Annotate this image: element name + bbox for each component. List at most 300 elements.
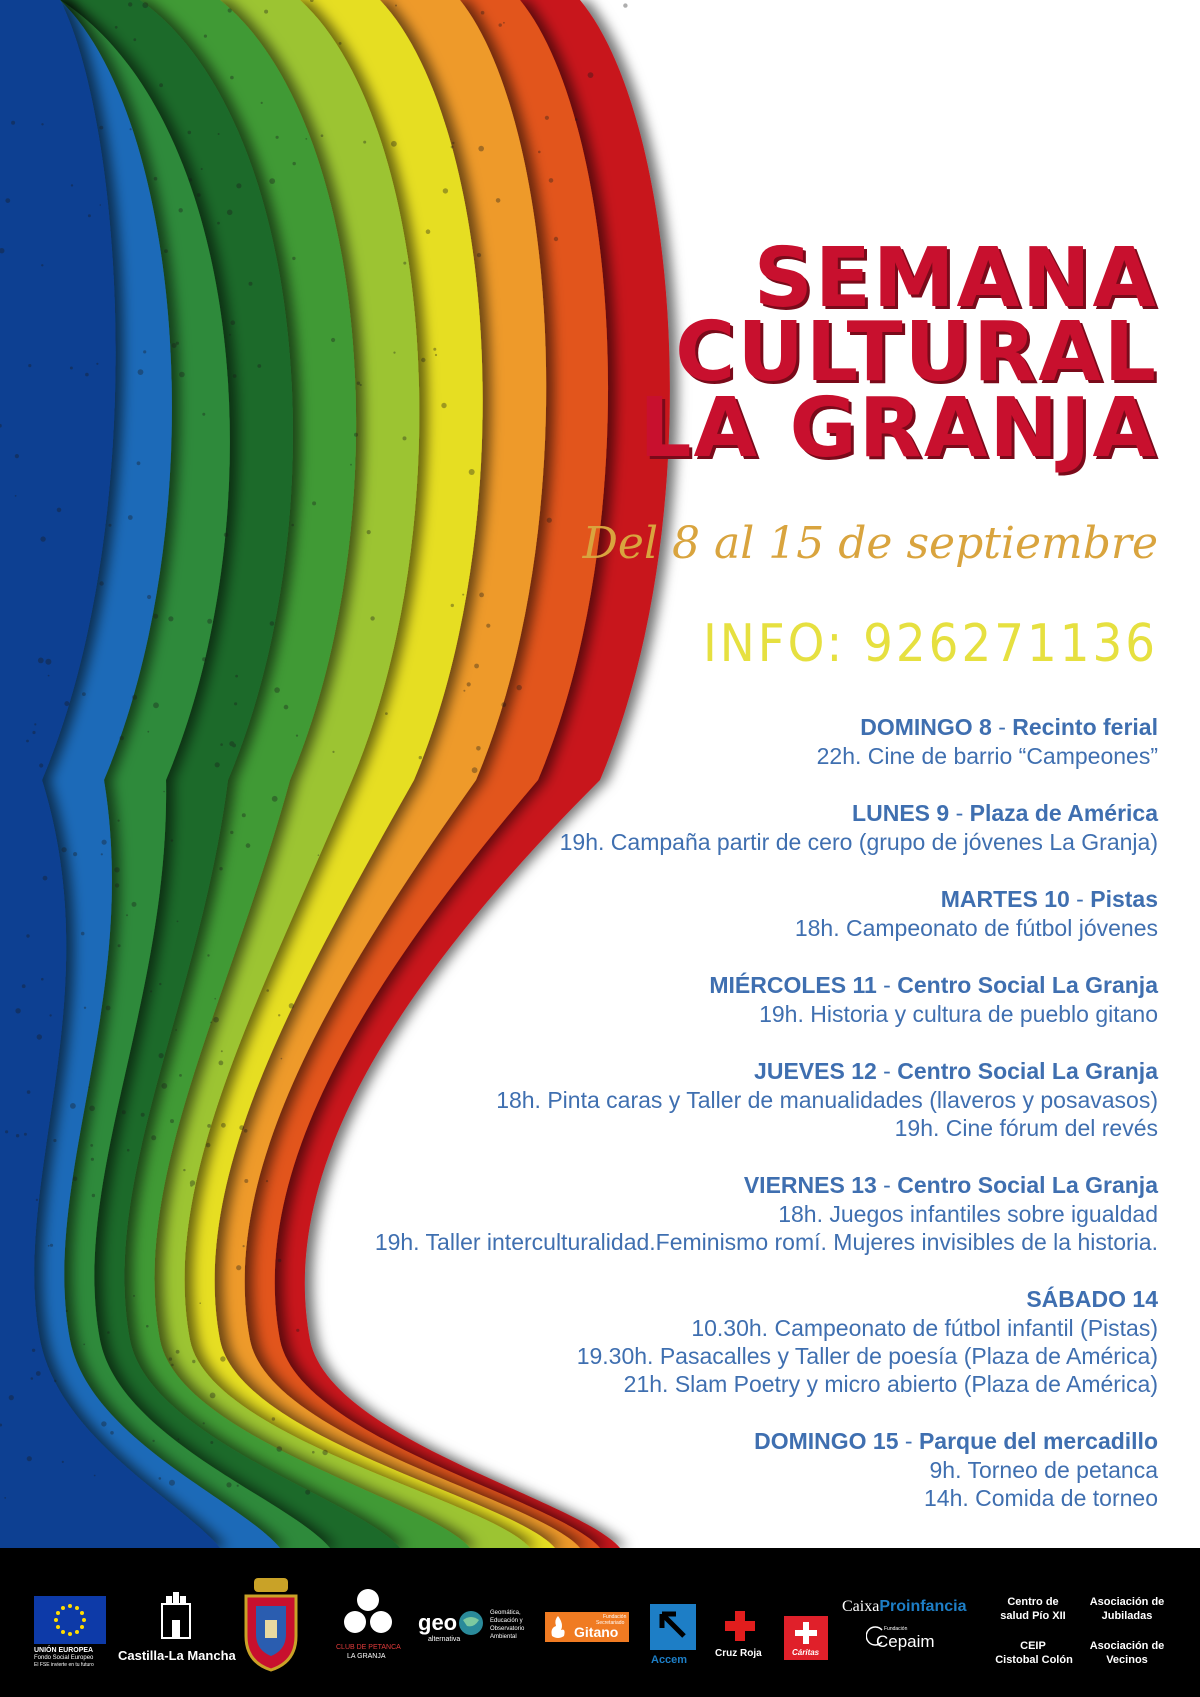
texture-speck — [451, 604, 454, 607]
texture-speck — [109, 524, 112, 527]
program-day-heading — [338, 1057, 1158, 1086]
texture-speck — [83, 1344, 85, 1346]
program-activity: 18h. Pinta caras y Taller de manualidades (llaveros y posavasos) — [496, 1087, 1158, 1113]
texture-speck — [312, 501, 316, 505]
texture-speck — [322, 1450, 327, 1455]
texture-speck — [100, 204, 102, 206]
texture-speck — [178, 1438, 180, 1440]
texture-speck — [220, 743, 223, 746]
texture-speck — [264, 10, 268, 14]
texture-speck — [463, 690, 465, 692]
pio-label-1: Centro de — [1007, 1596, 1059, 1608]
program-day-place: Plaza de América — [969, 800, 1158, 826]
texture-speck — [73, 852, 77, 856]
texture-speck — [239, 1125, 244, 1130]
program-day-place: Centro Social La Granja — [897, 972, 1158, 998]
texture-speck — [244, 1129, 248, 1133]
texture-speck — [281, 1058, 283, 1060]
texture-speck — [188, 131, 192, 135]
texture-speck — [88, 214, 91, 217]
accem-label: Accem — [651, 1654, 688, 1666]
texture-speck — [118, 944, 121, 947]
coat-of-arms-icon — [240, 1576, 302, 1672]
texture-speck — [102, 840, 107, 845]
eu-label-3: El FSE invierte en tu futuro — [34, 1662, 94, 1668]
program-day-place: Centro Social La Granja — [897, 1058, 1158, 1084]
texture-speck — [133, 38, 136, 41]
texture-speck — [110, 1431, 114, 1435]
texture-speck — [48, 1245, 50, 1247]
texture-speck — [467, 682, 471, 686]
texture-speck — [318, 854, 320, 856]
texture-speck — [203, 1422, 205, 1424]
cepaim-name: Cepaim — [876, 1632, 935, 1651]
program-activity: 18h. Juegos infantiles sobre igualdad — [778, 1201, 1158, 1227]
geo-logo-text: geo — [418, 1610, 458, 1635]
program-activity: 14h. Comida de torneo — [924, 1485, 1158, 1511]
program-day-name: MARTES 10 — [940, 886, 1070, 912]
texture-speck — [218, 133, 220, 135]
texture-speck — [443, 188, 448, 193]
texture-speck — [244, 1179, 248, 1183]
texture-speck — [370, 616, 374, 620]
texture-speck — [114, 867, 119, 872]
texture-speck — [43, 876, 48, 881]
texture-speck — [101, 1421, 106, 1426]
texture-speck — [179, 1074, 182, 1077]
texture-speck — [354, 433, 358, 437]
texture-speck — [38, 658, 44, 664]
cruz-roja-label: Cruz Roja — [715, 1648, 762, 1659]
program-day-place: Parque del mercadillo — [918, 1428, 1158, 1454]
texture-speck — [179, 208, 183, 212]
title-line-3: LA GRANJA — [639, 381, 1158, 476]
texture-speck — [403, 436, 407, 440]
texture-speck — [4, 1497, 6, 1499]
flame-icon — [548, 1614, 568, 1640]
texture-speck — [159, 83, 163, 87]
texture-speck — [292, 257, 295, 260]
program-day — [338, 1285, 1158, 1398]
texture-speck — [321, 134, 324, 137]
texture-speck — [90, 1144, 93, 1147]
geo-desc-1: Geomática, — [490, 1610, 521, 1616]
texture-speck — [226, 1482, 231, 1487]
texture-speck — [270, 621, 275, 626]
caixa-label-b: Proinfancia — [879, 1598, 967, 1615]
globe-icon — [458, 1610, 484, 1636]
texture-speck — [189, 178, 192, 181]
caixa-label-a: Caixa — [842, 1598, 880, 1615]
texture-speck — [175, 1029, 177, 1031]
ceip-label-2: Cistobal Colón — [995, 1654, 1073, 1666]
texture-speck — [40, 536, 45, 541]
texture-speck — [161, 1083, 167, 1089]
eu-stars-icon — [34, 1596, 106, 1644]
texture-speck — [16, 1134, 19, 1137]
texture-speck — [15, 454, 19, 458]
texture-speck — [291, 524, 294, 527]
cepaim-pre: Fundación — [884, 1626, 908, 1632]
texture-speck — [228, 8, 232, 12]
texture-speck — [183, 1169, 185, 1171]
texture-speck — [154, 177, 158, 181]
texture-speck — [217, 222, 220, 225]
texture-speck — [50, 1244, 53, 1247]
texture-speck — [236, 1265, 241, 1270]
program-day — [338, 885, 1158, 942]
texture-speck — [266, 989, 269, 992]
texture-speck — [142, 2, 148, 8]
title-line-2: CULTURAL — [675, 305, 1158, 400]
texture-speck — [91, 1158, 94, 1161]
texture-speck — [27, 1090, 31, 1094]
texture-speck — [403, 262, 406, 265]
arrow-icon — [650, 1604, 696, 1650]
texture-speck — [554, 237, 558, 241]
texture-speck — [122, 1110, 126, 1114]
texture-speck — [213, 1017, 219, 1023]
texture-speck — [88, 1086, 90, 1088]
program-day-place: Centro Social La Granja — [897, 1172, 1158, 1198]
texture-speck — [41, 264, 43, 266]
texture-speck — [168, 616, 173, 621]
texture-speck — [172, 343, 177, 348]
texture-speck — [499, 23, 502, 26]
texture-speck — [39, 763, 43, 767]
program-day-separator: - — [991, 714, 1013, 740]
texture-speck — [171, 1364, 174, 1367]
program-activity: 9h. Torneo de petanca — [929, 1457, 1158, 1483]
texture-speck — [130, 128, 132, 130]
program-schedule — [338, 713, 1158, 1541]
texture-speck — [588, 72, 594, 78]
texture-speck — [261, 102, 263, 104]
texture-speck — [367, 530, 371, 534]
texture-speck — [92, 1194, 95, 1197]
texture-speck — [199, 1302, 201, 1304]
texture-speck — [393, 352, 395, 354]
texture-speck — [159, 983, 161, 985]
texture-speck — [202, 657, 206, 661]
ceip-label-1: CEIP — [1020, 1640, 1046, 1652]
texture-speck — [296, 1329, 299, 1332]
program-day-heading — [338, 799, 1158, 828]
texture-speck — [150, 990, 152, 992]
texture-speck — [151, 1135, 156, 1140]
texture-speck — [171, 839, 173, 841]
texture-speck — [36, 1199, 38, 1201]
texture-speck — [503, 22, 505, 24]
texture-speck — [549, 178, 554, 183]
texture-speck — [481, 11, 485, 15]
texture-speck — [159, 1477, 162, 1480]
texture-speck — [9, 1395, 14, 1400]
texture-speck — [210, 1022, 212, 1024]
texture-speck — [236, 183, 241, 188]
petanca-label-2: LA GRANJA — [347, 1653, 386, 1660]
texture-speck — [15, 495, 17, 497]
info-phone: INFO: 926271136 — [702, 614, 1158, 674]
program-day-heading — [338, 1285, 1158, 1314]
texture-speck — [477, 253, 481, 257]
program-day-name: SÁBADO 14 — [1026, 1286, 1158, 1312]
texture-speck — [230, 831, 233, 834]
texture-speck — [49, 1014, 51, 1016]
texture-speck — [27, 1456, 32, 1461]
texture-speck — [164, 249, 168, 253]
program-day-separator: - — [949, 800, 970, 826]
texture-speck — [64, 701, 69, 706]
texture-speck — [339, 42, 342, 45]
texture-speck — [70, 1103, 76, 1109]
texture-speck — [496, 198, 501, 203]
texture-speck — [107, 1331, 110, 1334]
texture-speck — [231, 320, 236, 325]
texture-speck — [106, 1006, 111, 1011]
texture-speck — [128, 515, 133, 520]
texture-speck — [176, 342, 179, 345]
texture-speck — [163, 791, 165, 793]
texture-speck — [395, 5, 397, 7]
texture-speck — [296, 735, 298, 737]
texture-speck — [421, 358, 425, 362]
program-day-name: DOMINGO 15 — [754, 1428, 899, 1454]
texture-speck — [206, 1143, 211, 1148]
vecinos-label-1: Asociación de — [1089, 1640, 1165, 1652]
texture-speck — [101, 853, 103, 855]
texture-speck — [229, 334, 231, 336]
texture-speck — [132, 695, 137, 700]
program-day-separator: - — [876, 972, 898, 998]
texture-speck — [360, 384, 362, 386]
eu-label-2: Fondo Social Europeo — [34, 1655, 94, 1661]
program-day — [338, 799, 1158, 856]
texture-speck — [462, 594, 464, 596]
texture-speck — [138, 369, 144, 375]
texture-speck — [82, 692, 86, 696]
program-day-name: VIERNES 13 — [743, 1172, 877, 1198]
texture-speck — [147, 595, 151, 599]
texture-speck — [96, 363, 98, 365]
texture-speck — [210, 1441, 213, 1444]
program-day — [338, 1057, 1158, 1142]
texture-speck — [277, 1446, 283, 1452]
texture-speck — [71, 184, 73, 186]
texture-speck — [34, 723, 36, 725]
program-day-separator: - — [898, 1428, 919, 1454]
texture-speck — [237, 1485, 239, 1487]
program-activity: 18h. Campeonato de fútbol jóvenes — [794, 915, 1158, 941]
texture-speck — [623, 3, 627, 7]
texture-speck — [48, 675, 50, 677]
texture-speck — [227, 210, 233, 216]
texture-speck — [5, 1130, 8, 1133]
texture-speck — [486, 624, 490, 628]
texture-speck — [451, 146, 454, 149]
texture-speck — [24, 1133, 27, 1136]
texture-speck — [230, 76, 234, 80]
texture-speck — [36, 1371, 41, 1376]
texture-speck — [243, 1245, 245, 1247]
texture-speck — [143, 350, 146, 353]
texture-speck — [169, 1480, 175, 1486]
texture-speck — [545, 116, 549, 120]
texture-speck — [207, 954, 209, 956]
texture-speck — [220, 1356, 225, 1361]
gitano-pre-2: Secretariado — [596, 1620, 625, 1626]
texture-speck — [153, 614, 158, 619]
program-day — [338, 1171, 1158, 1256]
geo-desc-2: Educación y — [490, 1618, 523, 1624]
event-dates: Del 8 al 15 de septiembre — [582, 518, 1158, 569]
texture-speck — [85, 373, 89, 377]
texture-speck — [28, 364, 31, 367]
program-day — [338, 971, 1158, 1028]
texture-speck — [170, 1119, 174, 1123]
texture-speck — [441, 403, 446, 408]
texture-speck — [62, 1461, 64, 1463]
eu-label-1: UNIÓN EUROPEA — [34, 1647, 94, 1654]
program-activity: 19h. Historia y cultura de pueblo gitano — [759, 1001, 1158, 1027]
texture-speck — [501, 702, 506, 707]
texture-speck — [221, 1123, 226, 1128]
texture-speck — [469, 469, 475, 475]
texture-speck — [363, 141, 366, 144]
program-day-heading — [338, 713, 1158, 742]
texture-speck — [269, 178, 275, 184]
texture-speck — [215, 762, 220, 767]
texture-speck — [89, 1106, 95, 1112]
program-day-name: DOMINGO 8 — [860, 714, 992, 740]
texture-speck — [246, 843, 251, 848]
texture-speck — [45, 659, 51, 665]
texture-speck — [224, 533, 228, 537]
texture-speck — [474, 664, 479, 669]
program-day-name: LUNES 9 — [852, 800, 950, 826]
texture-speck — [357, 382, 360, 385]
texture-speck — [478, 146, 484, 152]
texture-speck — [73, 1177, 78, 1182]
caritas-label: Cáritas — [792, 1648, 820, 1657]
texture-speck — [350, 464, 352, 466]
texture-speck — [57, 508, 62, 513]
texture-speck — [159, 1053, 164, 1058]
texture-speck — [146, 1325, 149, 1328]
texture-speck — [153, 702, 159, 708]
texture-speck — [266, 1180, 268, 1182]
eu-flag-logo — [34, 1596, 106, 1644]
program-activity: 10.30h. Campeonato de fútbol infantil (Pistas) — [691, 1315, 1158, 1341]
texture-speck — [54, 1380, 56, 1382]
texture-speck — [31, 1377, 34, 1380]
texture-speck — [115, 883, 119, 887]
program-activity: 19h. Taller interculturalidad.Feminismo romí. Mujeres invisibles de la historia. — [374, 1229, 1158, 1255]
texture-speck — [332, 751, 334, 753]
texture-speck — [26, 934, 29, 937]
texture-speck — [284, 705, 289, 710]
texture-speck — [242, 813, 246, 817]
geo-desc-4: Ambiental — [490, 1634, 517, 1640]
jubiladas-label-2: Jubiladas — [1101, 1610, 1153, 1622]
texture-speck — [132, 902, 137, 907]
texture-speck — [204, 35, 207, 38]
texture-speck — [575, 118, 578, 121]
texture-speck — [214, 998, 216, 1000]
sponsor-footer — [0, 1548, 1200, 1697]
texture-speck — [538, 151, 541, 154]
texture-speck — [81, 932, 85, 936]
texture-speck — [84, 1007, 86, 1009]
geo-sub-text: alternativa — [428, 1636, 461, 1643]
program-day-place: Recinto ferial — [1012, 714, 1158, 740]
program-day-heading — [338, 885, 1158, 914]
texture-speck — [22, 984, 26, 988]
texture-speck — [274, 687, 280, 693]
texture-speck — [15, 1008, 20, 1013]
texture-speck — [41, 978, 44, 981]
petanca-balls-icon — [340, 1588, 396, 1638]
texture-speck — [219, 1061, 224, 1066]
texture-speck — [26, 740, 29, 743]
texture-speck — [257, 364, 261, 368]
texture-speck — [41, 123, 43, 125]
texture-speck — [312, 1451, 315, 1454]
texture-speck — [452, 142, 454, 144]
texture-speck — [272, 1417, 275, 1420]
texture-speck — [62, 847, 67, 852]
texture-speck — [249, 282, 253, 286]
pio-label-2: salud Pío XII — [1000, 1610, 1066, 1622]
texture-speck — [169, 1357, 172, 1360]
texture-speck — [221, 1050, 223, 1052]
texture-speck — [179, 372, 185, 378]
petanca-label-1: CLUB DE PETANCA — [336, 1644, 401, 1651]
texture-speck — [210, 1393, 216, 1399]
texture-speck — [137, 461, 141, 465]
program-activity: 21h. Slam Poetry y micro abierto (Plaza de América) — [623, 1371, 1158, 1397]
texture-speck — [190, 1180, 195, 1185]
texture-speck — [479, 593, 484, 598]
texture-speck — [391, 141, 397, 147]
red-cross-icon — [724, 1610, 756, 1642]
program-day-separator: - — [1069, 886, 1091, 912]
texture-speck — [66, 1310, 68, 1312]
texture-speck — [207, 619, 212, 624]
texture-speck — [234, 702, 237, 705]
texture-speck — [547, 518, 552, 523]
texture-speck — [305, 138, 307, 140]
program-activity: 19h. Cine fórum del revés — [894, 1115, 1158, 1141]
texture-speck — [37, 1034, 42, 1039]
texture-speck — [435, 354, 437, 356]
texture-speck — [176, 1350, 180, 1354]
texture-speck — [272, 796, 278, 802]
texture-speck — [99, 126, 103, 130]
texture-speck — [133, 1295, 135, 1297]
castilla-la-mancha-label: Castilla-La Mancha — [118, 1648, 236, 1663]
texture-speck — [278, 1014, 280, 1016]
caritas-cross-icon — [784, 1616, 828, 1650]
texture-speck — [11, 121, 15, 125]
texture-speck — [32, 1349, 35, 1352]
texture-speck — [32, 731, 35, 734]
texture-speck — [517, 685, 522, 690]
program-day-heading — [338, 1427, 1158, 1456]
texture-speck — [331, 338, 335, 342]
texture-speck — [293, 162, 296, 165]
texture-speck — [207, 1124, 211, 1128]
